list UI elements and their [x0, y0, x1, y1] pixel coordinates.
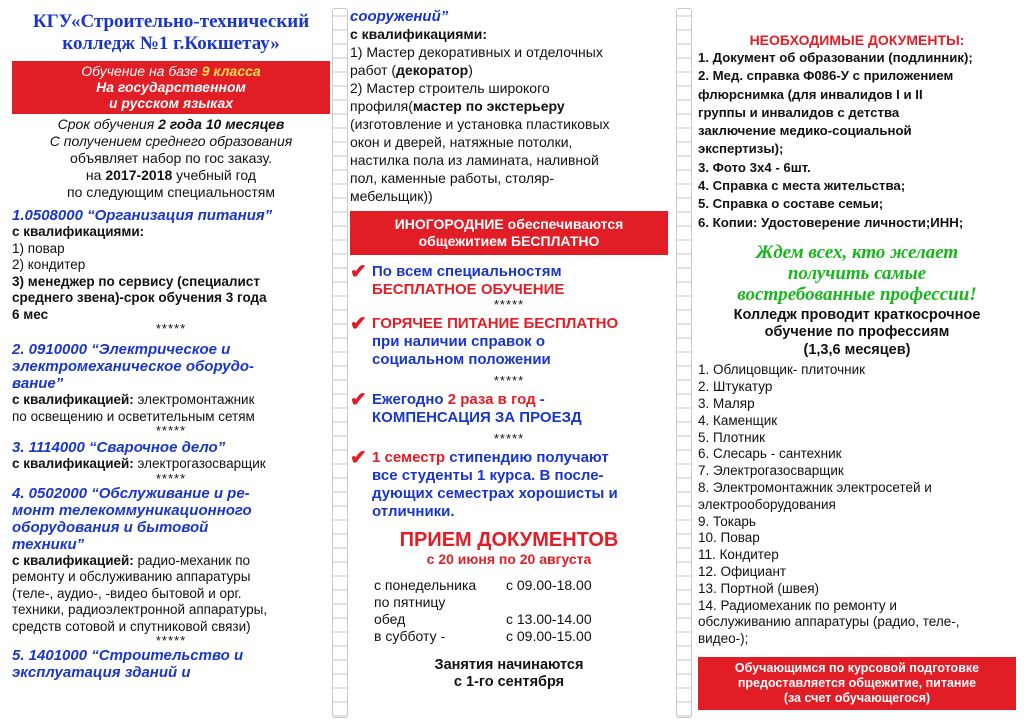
- documents-list: 1. Документ об образовании (подлинник); 2. Мед. справка Ф086-У с приложением флюрснимка (для инвалидов I и II группы и инвалидов с детства заключение медико-социальной экспертизы); 3. Фото 3х4 - 6шт. 4. Справка с места жительства; 5. Справка о составе семьи; 6. Копии: Удостоверение личности;ИНН;: [698, 50, 973, 230]
- list-item: 10. Повар: [698, 530, 760, 546]
- ornament-divider-left: [332, 8, 348, 718]
- specialty-1: 1.0508000 “Организация питания” с квалификациями: 1) повар 2) кондитер 3) менеджер по сервису (специалист среднего звена)-срок обучения 3 года 6 мес: [12, 207, 273, 322]
- list-item: 2. Штукатур: [698, 379, 773, 395]
- specialty-5-qualifications: с квалификациями: 1) Мастер декоративных и отделочных работ (декоратор) 2) Мастер строитель широкого профиля(мастер по экстерьеру (изготовление и установка пластиковых окон и дверей, натяжные потолки, настилка пола из ламината, наливной пол, каменные работы, столяр- мебельщик)): [350, 26, 610, 204]
- list-item: 8. Электромонтажник электросетей и: [698, 480, 932, 496]
- stars-separator: *****: [493, 431, 525, 446]
- column-middle: [350, 8, 668, 716]
- list-item: 7. Электрогазосварщик: [698, 463, 844, 479]
- list-item: 3. Маляр: [698, 396, 755, 412]
- documents-title: НЕОБХОДИМЫЕ ДОКУМЕНТЫ:: [749, 32, 965, 48]
- specialty-4: 4. 0502000 “Обслуживание и ре- монт телекоммуникационного оборудования и бытовой техники” с квалификацией: радио-механик по ремонту и обслуживанию аппаратуры (теле-, аудио-, -видео бытовой и орг. техники, радиоэлектронной аппаратуры, средств сотовой и спутниковой связи): [12, 484, 268, 634]
- benefit-free-education: ✔ По всем специальностям БЕСПЛАТНОЕ ОБУЧЕНИЕ: [350, 261, 565, 298]
- intro-text: Срок обучения 2 года 10 месяцев С получением среднего образования объявляет набор по гос заказу. на 2017-2018 учебный год по следующим специальностям: [49, 116, 293, 200]
- checkmark-icon: ✔: [350, 261, 367, 283]
- list-item: 12. Официант: [698, 564, 787, 580]
- professions-list: [698, 362, 1016, 648]
- list-item: 14. Радиомеханик по ремонту и: [698, 597, 897, 613]
- stars-separator: *****: [155, 321, 187, 336]
- list-item: электрооборудования: [698, 496, 836, 512]
- course-footer-banner: Обучающимся по курсовой подготовке предоставляется общежитие, питание (за счет обучающегося): [698, 657, 1016, 710]
- checkmark-icon: ✔: [350, 313, 367, 335]
- list-item: 9. Токарь: [698, 513, 756, 529]
- column-left: [12, 8, 330, 716]
- admission-schedule: с понедельника по пятницу с 09.00-18.00 обед с 13.00-14.00 в субботу - с 09.00-15.00: [374, 577, 592, 644]
- benefit-hot-meals: ✔ ГОРЯЧЕЕ ПИТАНИЕ БЕСПЛАТНО при наличии справок о социальном положении: [350, 313, 619, 368]
- specialty-3: 3. 1114000 “Сварочное дело” с квалификацией: электрогазосварщик: [12, 439, 266, 471]
- list-item: 4. Каменщик: [698, 412, 778, 428]
- ornament-divider-right: [676, 8, 692, 718]
- specialty-5: 5. 1401000 “Строительство и эксплуатация зданий и: [12, 647, 244, 681]
- specialty-5-continued: сооружений”: [350, 8, 449, 25]
- list-item: видео-);: [698, 631, 749, 647]
- list-item: 13. Портной (швея): [698, 580, 820, 596]
- list-item: 1. Облицовщик- плиточник: [698, 362, 866, 378]
- college-title: КГУ«Строительно-технический колледж №1 г.Кокшетау»: [32, 11, 310, 54]
- benefit-travel-compensation: ✔ Ежегодно 2 раза в год - КОМПЕНСАЦИЯ ЗА ПРОЕЗД: [350, 389, 582, 426]
- list-item: 5. Плотник: [698, 429, 766, 445]
- specialty-2: 2. 0910000 “Электрическое и электромеханическое оборудо- вание” с квалификацией: электромонтажник по освещению и осветительным сетям: [12, 341, 255, 424]
- welcome-slogan: Ждем всех, кто желает получить самые востребованные профессии!: [737, 241, 977, 305]
- classes-start: Занятия начинаются с 1-го сентября: [434, 657, 584, 690]
- stars-separator: *****: [155, 633, 187, 648]
- stars-separator: *****: [155, 423, 187, 438]
- checkmark-icon: ✔: [350, 389, 367, 411]
- benefit-scholarship: ✔ 1 семестр стипендию получают все студенты 1 курса. В после- дующих семестрах хорошисты и отличники.: [350, 447, 618, 520]
- dormitory-banner: ИНОГОРОДНИЕ обеспечиваются общежитием БЕСПЛАТНО: [350, 211, 668, 255]
- stars-separator: *****: [155, 470, 187, 486]
- stars-separator: *****: [493, 373, 525, 388]
- admission-heading: ПРИЕМ ДОКУМЕНТОВ с 20 июня по 20 августа: [399, 529, 619, 567]
- base-education-banner: Обучение на базе 9 класса На государственном и русском языках: [12, 61, 330, 114]
- list-item: 11. Кондитер: [698, 547, 779, 563]
- checkmark-icon: ✔: [350, 447, 367, 469]
- list-item: 6. Слесарь - сантехник: [698, 446, 842, 462]
- stars-separator: *****: [493, 297, 525, 312]
- short-course-heading: Колледж проводит краткосрочное обучение по профессиям (1,3,6 месяцев): [733, 306, 981, 358]
- list-item: обслуживанию аппаратуры (радио, теле-,: [698, 614, 960, 630]
- column-right: [698, 8, 1016, 716]
